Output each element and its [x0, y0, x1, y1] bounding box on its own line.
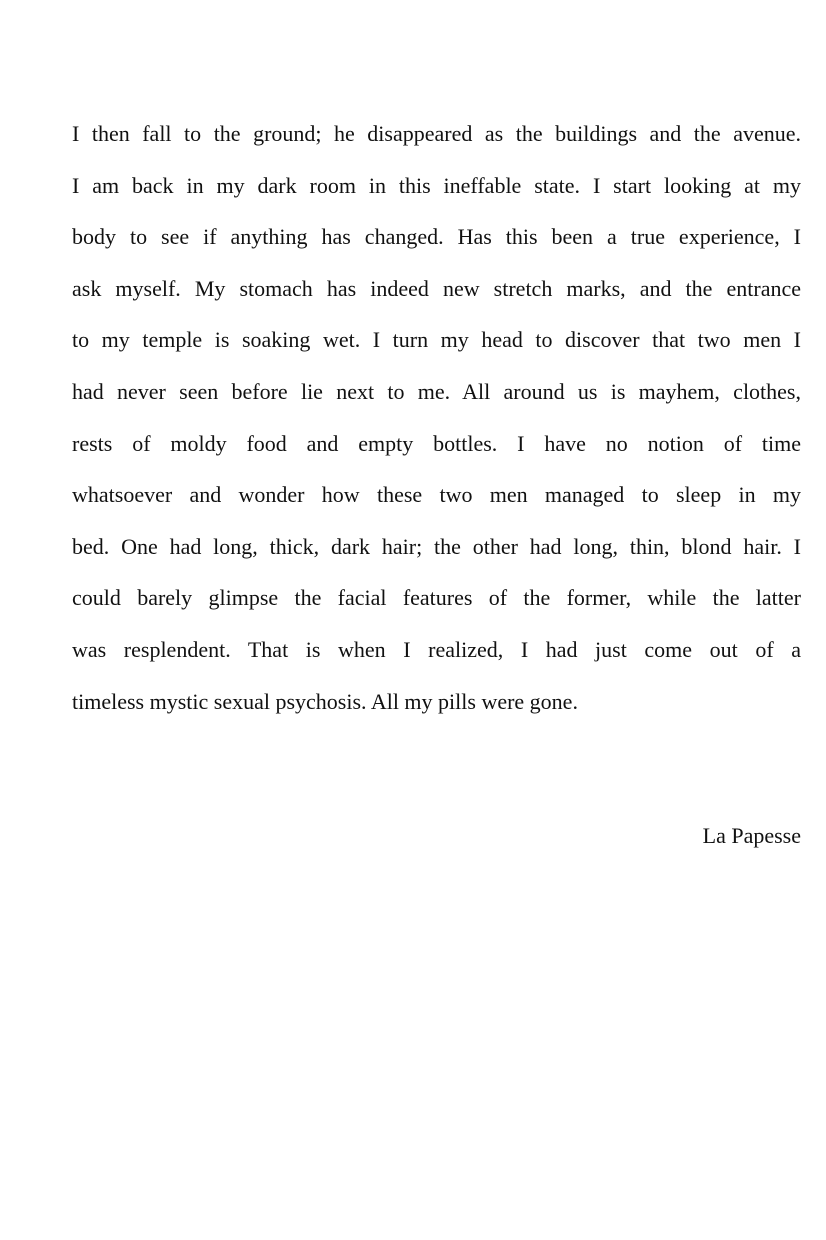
body-paragraph: [72, 116, 801, 735]
paragraph-line: could barely glimpse the facial features of the former, while the latter: [72, 585, 801, 611]
paragraph-line: body to see if anything has changed. Has this been a true experience, I: [72, 224, 801, 250]
paragraph-line: whatsoever and wonder how these two men managed to sleep in my: [72, 482, 801, 508]
paragraph-line: to my temple is soaking wet. I turn my head to discover that two men I: [72, 327, 801, 353]
paragraph-line: timeless mystic sexual psychosis. All my pills were gone.: [72, 688, 578, 714]
paragraph-line: ask myself. My stomach has indeed new stretch marks, and the entrance: [72, 275, 801, 301]
paragraph-line: I am back in my dark room in this ineffable state. I start looking at my: [72, 172, 801, 198]
author-signature: La Papesse: [702, 823, 801, 848]
paragraph-line: I then fall to the ground; he disappeared as the buildings and the avenue.: [72, 121, 801, 146]
paragraph-line: rests of moldy food and empty bottles. I have no notion of time: [72, 430, 801, 456]
paragraph-line: was resplendent. That is when I realized, I had just come out of a: [72, 636, 801, 662]
paragraph-line: bed. One had long, thick, dark hair; the other had long, thin, blond hair. I: [72, 533, 801, 559]
paragraph-line: had never seen before lie next to me. All around us is mayhem, clothes,: [72, 378, 801, 404]
